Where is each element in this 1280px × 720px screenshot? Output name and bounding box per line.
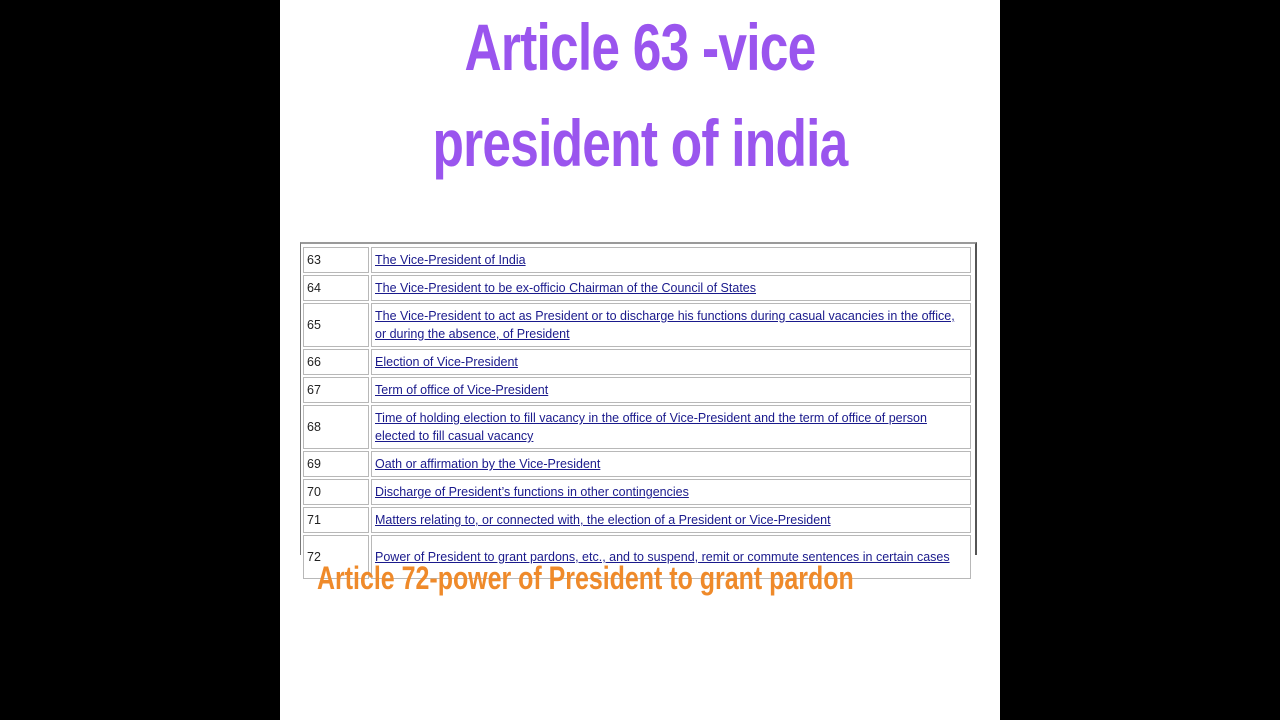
article-number: 69 — [303, 451, 369, 477]
article-link[interactable]: The Vice-President to be ex-officio Chairman of the Council of States — [375, 281, 756, 295]
article-link[interactable]: Oath or affirmation by the Vice-President — [375, 457, 601, 471]
articles-table-container — [300, 242, 977, 564]
footer-caption: Article 72-power of President to grant pardon — [317, 560, 854, 596]
article-link[interactable]: Discharge of President’s functions in other contingencies — [375, 485, 689, 499]
article-number: 68 — [303, 405, 369, 449]
article-link[interactable]: Matters relating to, or connected with, the election of a President or Vice-President — [375, 513, 831, 527]
content-page — [280, 0, 1000, 720]
article-number: 71 — [303, 507, 369, 533]
table-row — [303, 377, 971, 403]
table-row — [303, 349, 971, 375]
article-link[interactable]: Power of President to grant pardons, etc., and to suspend, remit or commute sentences in certain cases — [375, 550, 950, 564]
article-link[interactable]: Term of office of Vice-President — [375, 383, 549, 397]
articles-table — [301, 245, 973, 581]
article-number: 70 — [303, 479, 369, 505]
table-row — [303, 303, 971, 347]
article-number: 64 — [303, 275, 369, 301]
article-link[interactable]: The Vice-President of India — [375, 253, 526, 267]
article-number: 63 — [303, 247, 369, 273]
article-number: 72 — [303, 535, 369, 579]
table-row — [303, 247, 971, 273]
article-number: 65 — [303, 303, 369, 347]
table-row — [303, 275, 971, 301]
article-number: 67 — [303, 377, 369, 403]
article-link[interactable]: Time of holding election to fill vacancy in the office of Vice-President and the term of office of person elected to fill casual vacancy — [375, 411, 927, 443]
article-link[interactable]: Election of Vice-President — [375, 355, 518, 369]
page-title-line-2: president of india — [432, 106, 848, 180]
article-link[interactable]: The Vice-President to act as President or to discharge his functions during casual vacancies in the office, or during the absence, of President — [375, 309, 955, 341]
table-row — [303, 479, 971, 505]
table-row — [303, 451, 971, 477]
article-number: 66 — [303, 349, 369, 375]
table-row — [303, 507, 971, 533]
page-title-line-1: Article 63 -vice — [464, 10, 816, 84]
table-row — [303, 405, 971, 449]
